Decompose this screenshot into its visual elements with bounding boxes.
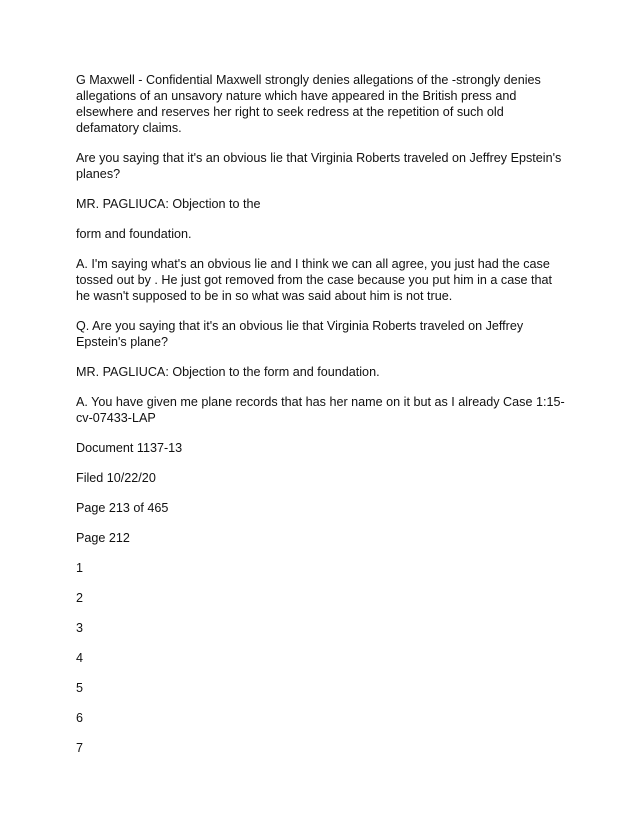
paragraph-question-plane: Q. Are you saying that it's an obvious lie that Virginia Roberts traveled on Jeffrey Epstein's plane? [76,319,524,349]
paragraph-objection-start: MR. PAGLIUCA: Objection to the [76,197,261,211]
document-number: Document 1137-13 [76,441,183,455]
line-number: 6 [76,711,84,725]
paragraph-maxwell-statement: G Maxwell - Confidential Maxwell strongly denies allegations of the -strongly denies allegations of an unsavory nature which have appeared in the British press and elsewhere and reserves her right to seek redress at the repetition of such old defamatory claims. [76,73,541,135]
line-number: 1 [76,561,84,575]
paragraph-objection-form: MR. PAGLIUCA: Objection to the form and foundation. [76,365,380,379]
line-number: 2 [76,591,84,605]
line-number: 3 [76,621,84,635]
page-of-total: Page 213 of 465 [76,501,169,515]
paragraph-question-planes: Are you saying that it's an obvious lie that Virginia Roberts traveled on Jeffrey Epstein's planes? [76,151,562,181]
transcript-page: Page 212 [76,531,130,545]
paragraph-objection-end: form and foundation. [76,227,192,241]
line-number: 5 [76,681,84,695]
line-number: 7 [76,741,84,755]
line-number: 4 [76,651,84,665]
paragraph-answer-plane-records: A. You have given me plane records that has her name on it but as I already Case 1:15-cv-07433-LAP [76,395,565,425]
filed-date: Filed 10/22/20 [76,471,156,485]
paragraph-answer-obvious-lie: A. I'm saying what's an obvious lie and I think we can all agree, you just had the case tossed out by . He just got removed from the case because you put him in a case that he wasn't supposed to be in so what was said about him is not true. [76,257,553,303]
